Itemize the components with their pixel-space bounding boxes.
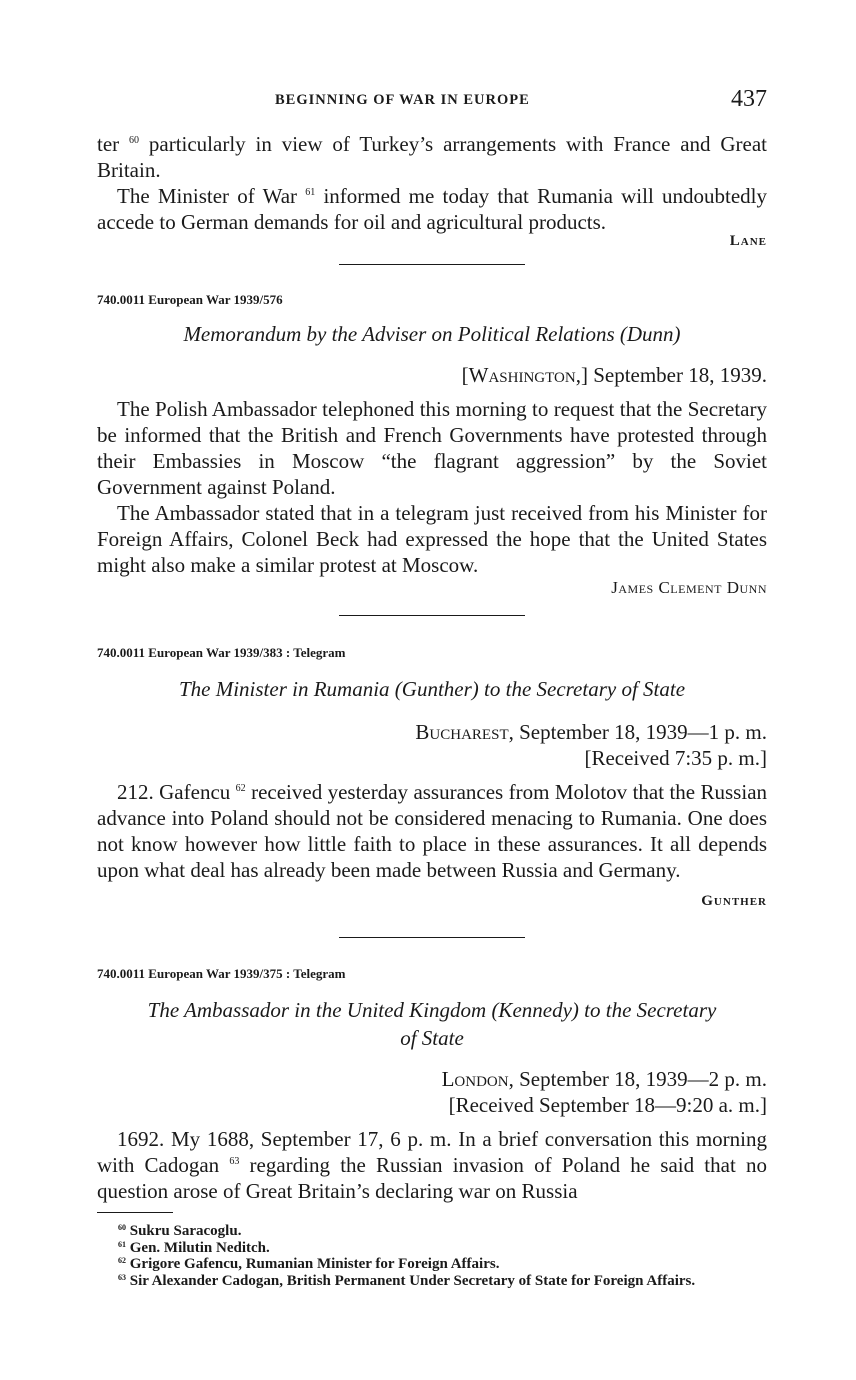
- footnote-61: $^{61}$ Gen. Milutin Neditch.: [118, 1239, 270, 1256]
- doc4-dateline: London, September 18, 1939—2 p. m.: [441, 1067, 767, 1091]
- doc4-telegram: [97, 966, 767, 1204]
- divider-3: [97, 937, 767, 938]
- footnote-62: $^{62}$ Grigore Gafencu, Rumanian Minister for Foreign Affairs.: [118, 1256, 500, 1272]
- doc4-received: [Received September 18—9:20 a. m.]: [448, 1093, 767, 1117]
- doc4-title-line-1: The Ambassador in the United Kingdom (Kennedy) to the Secretary: [147, 998, 717, 1022]
- footnote-ref-63: 63: [229, 1156, 240, 1167]
- footnote-rule: [97, 1212, 173, 1213]
- doc2-signature: James Clement Dunn: [611, 578, 767, 597]
- doc4-title-line-2: of State: [400, 1026, 464, 1050]
- doc3-dateline: Bucharest, September 18, 1939—1 p. m.: [415, 720, 767, 744]
- doc2-memorandum: [97, 292, 767, 598]
- divider-2: [97, 615, 767, 616]
- footnote-63: $^{63}$ Sir Alexander Cadogan, British Permanent Under Secretary of State for Foreign Affairs.: [118, 1272, 696, 1289]
- doc3-received: [Received 7:35 p. m.]: [584, 746, 767, 770]
- doc2-paragraph-2: The Ambassador stated that in a telegram just received from his Minister for Foreign Affairs, Colonel Beck had expressed the hope that the United States might also make a similar protest at Moscow.: [97, 501, 767, 577]
- footnote-ref-60: 60: [129, 135, 140, 146]
- footnote-ref-61: 61: [305, 187, 316, 198]
- page-number: 437: [731, 86, 767, 112]
- footnotes: [97, 1212, 767, 1289]
- page-header: [97, 86, 767, 114]
- doc2-title: Memorandum by the Adviser on Political Relations (Dunn): [183, 322, 681, 346]
- doc1-continuation: [97, 131, 767, 250]
- doc2-dateline: [Washington,] September 18, 1939.: [461, 363, 767, 387]
- running-title: BEGINNING OF WAR IN EUROPE: [275, 92, 530, 108]
- doc1-paragraph-2: The Minister of War $^{61}$ informed me today that Rumania will undoubtedly accede to German demands for oil and agricultural products.: [97, 184, 767, 234]
- footnote-ref-62: 62: [235, 783, 246, 794]
- divider-1: [97, 264, 767, 265]
- doc4-paragraph-1: 1692. My 1688, September 17, 6 p. m. In a brief conversation this morning with Cadogan $^{63}$ regarding the Russian invasion of Poland he said that no question arose of Great Britain’s declaring war on Russia: [97, 1127, 767, 1203]
- doc4-file-ref: 740.0011 European War 1939/375 : Telegram: [97, 966, 346, 981]
- footnote-60: $^{60}$ Sukru Saracoglu.: [118, 1223, 242, 1239]
- doc3-title: The Minister in Rumania (Gunther) to the Secretary of State: [178, 677, 686, 701]
- doc3-file-ref: 740.0011 European War 1939/383 : Telegram: [97, 645, 346, 660]
- doc2-file-ref: 740.0011 European War 1939/576: [97, 292, 283, 307]
- doc1-paragraph-1: ter $^{60}$ particularly in view of Turkey’s arrangements with France and Great Britain.: [97, 132, 768, 182]
- doc3-signature: Gunther: [701, 893, 767, 909]
- doc2-paragraph-1: The Polish Ambassador telephoned this morning to request that the Secretary be informed that the British and French Governments have protested through their Embassies in Moscow “the flagrant aggression” by the Soviet Government against Poland.: [97, 397, 767, 499]
- doc3-paragraph-1: 212. Gafencu $^{62}$ received yesterday assurances from Molotov that the Russian advance into Poland should not be considered menacing to Rumania. One does not know however how little faith to place in these assurances. It all depends upon what deal has already been made between Russia and Germany.: [97, 780, 768, 882]
- doc1-signature: Lane: [729, 233, 767, 249]
- doc3-telegram: [97, 645, 767, 910]
